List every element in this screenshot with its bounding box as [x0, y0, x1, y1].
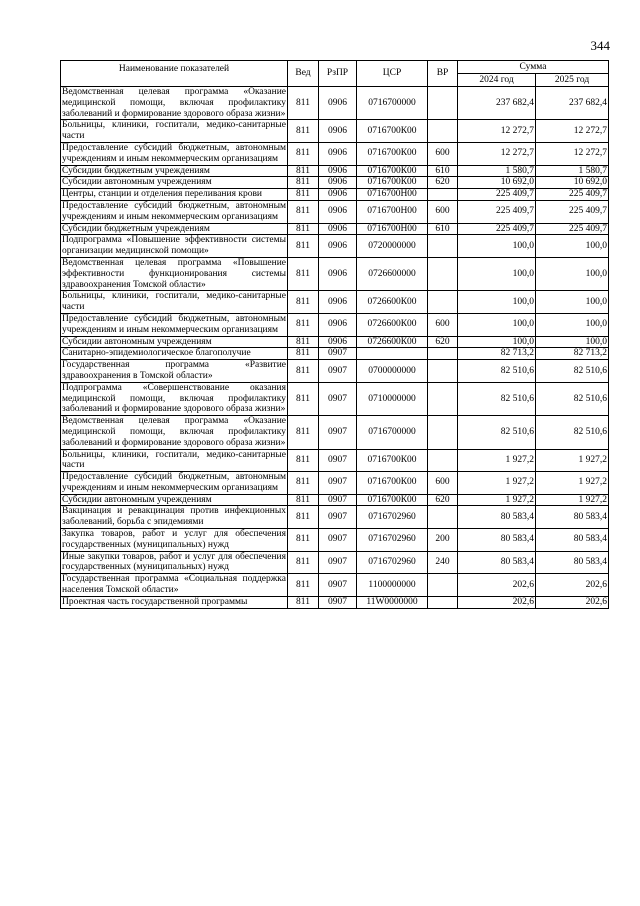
- cell-ved: 811: [288, 574, 319, 597]
- cell-sum-2024: 100,0: [458, 257, 536, 290]
- cell-rzpr: 0907: [319, 416, 357, 449]
- cell-rzpr: 0906: [319, 313, 357, 336]
- cell-sum-2024: 80 583,4: [458, 506, 536, 529]
- cell-sum-2025: 1 927,2: [536, 449, 609, 472]
- cell-sum-2024: 202,6: [458, 574, 536, 597]
- cell-vr: 610: [428, 223, 458, 235]
- cell-sum-2024: 10 692,0: [458, 177, 536, 189]
- cell-ved: 811: [288, 87, 319, 120]
- cell-name: Субсидии бюджетным учреждениям: [61, 223, 288, 235]
- table-row: [61, 382, 609, 415]
- cell-vr: [428, 449, 458, 472]
- cell-vr: 200: [428, 529, 458, 552]
- cell-csr: 0716700000: [357, 87, 428, 120]
- table-row: [61, 120, 609, 143]
- cell-sum-2024: 100,0: [458, 235, 536, 258]
- cell-csr: 0700000000: [357, 360, 428, 383]
- cell-sum-2024: 82 510,6: [458, 360, 536, 383]
- cell-name: Ведомственная целевая программа «Оказание медицинской помощи, включая профилактику заболеваний и формирование здорового образа жизни»: [62, 416, 286, 448]
- cell-vr: 620: [428, 336, 458, 348]
- cell-name: Государственная программа «Социальная поддержка населения Томской области»: [62, 574, 286, 596]
- cell-name: Предоставление субсидий бюджетным, автономным учреждениям и иным некоммерческим организациям: [62, 200, 286, 222]
- cell-sum-2025: 82 510,6: [536, 416, 609, 449]
- table-row: [61, 223, 609, 235]
- cell-ved: 811: [288, 348, 319, 360]
- cell-ved: 811: [288, 165, 319, 177]
- table-row: [61, 257, 609, 290]
- cell-vr: 600: [428, 472, 458, 495]
- cell-ved: 811: [288, 120, 319, 143]
- cell-rzpr: 0907: [319, 348, 357, 360]
- cell-sum-2024: 80 583,4: [458, 529, 536, 552]
- cell-ved: 811: [288, 472, 319, 495]
- cell-rzpr: 0906: [319, 165, 357, 177]
- header-sum: Сумма: [458, 61, 609, 74]
- cell-sum-2024: 225 409,7: [458, 223, 536, 235]
- budget-table: [60, 60, 609, 609]
- cell-rzpr: 0906: [319, 142, 357, 165]
- cell-name: Субсидии автономным учреждениям: [61, 177, 288, 189]
- cell-ved: 811: [288, 235, 319, 258]
- cell-rzpr: 0906: [319, 177, 357, 189]
- cell-sum-2025: 1 580,7: [536, 165, 609, 177]
- cell-vr: [428, 348, 458, 360]
- cell-csr: 0716700К00: [357, 120, 428, 143]
- table-row: [61, 529, 609, 552]
- cell-sum-2024: 1 927,2: [458, 472, 536, 495]
- cell-name: Предоставление субсидий бюджетным, автономным учреждениям и иным некоммерческим организациям: [62, 313, 286, 335]
- cell-rzpr: 0907: [319, 449, 357, 472]
- cell-vr: [428, 257, 458, 290]
- cell-vr: [428, 360, 458, 383]
- cell-sum-2025: 1 927,2: [536, 494, 609, 506]
- cell-ved: 811: [288, 382, 319, 415]
- cell-vr: [428, 416, 458, 449]
- cell-csr: 0716700000: [357, 416, 428, 449]
- table-row: [61, 235, 609, 258]
- table-row: [61, 472, 609, 495]
- cell-sum-2024: 237 682,4: [458, 87, 536, 120]
- cell-sum-2024: 1 580,7: [458, 165, 536, 177]
- cell-rzpr: 0906: [319, 223, 357, 235]
- table-row: [61, 177, 609, 189]
- cell-name: Иные закупки товаров, работ и услуг для обеспечения государственных (муниципальных) нужд: [62, 551, 286, 573]
- cell-vr: [428, 87, 458, 120]
- cell-ved: 811: [288, 142, 319, 165]
- cell-rzpr: 0907: [319, 596, 357, 608]
- cell-sum-2025: 80 583,4: [536, 506, 609, 529]
- cell-rzpr: 0907: [319, 551, 357, 574]
- table-row: [61, 506, 609, 529]
- table-row: [61, 551, 609, 574]
- table-row: [61, 336, 609, 348]
- cell-vr: [428, 574, 458, 597]
- cell-ved: 811: [288, 257, 319, 290]
- cell-sum-2024: 82 510,6: [458, 382, 536, 415]
- cell-csr: 0726600К00: [357, 336, 428, 348]
- cell-name: Подпрограмма «Совершенствование оказания медицинской помощи, включая профилактику заболеваний и формирование здорового образа жизни»: [62, 382, 286, 415]
- page-number: 344: [590, 38, 610, 53]
- cell-csr: 0716700К00: [357, 177, 428, 189]
- cell-vr: 600: [428, 142, 458, 165]
- cell-vr: [428, 189, 458, 201]
- cell-sum-2024: 1 927,2: [458, 494, 536, 506]
- cell-ved: 811: [288, 177, 319, 189]
- cell-rzpr: 0907: [319, 382, 357, 415]
- cell-sum-2024: 225 409,7: [458, 200, 536, 223]
- cell-name: Больницы, клиники, госпитали, медико-санитарные части: [62, 449, 286, 471]
- cell-sum-2024: 225 409,7: [458, 189, 536, 201]
- table-row: [61, 142, 609, 165]
- cell-sum-2024: 80 583,4: [458, 551, 536, 574]
- cell-sum-2024: 100,0: [458, 336, 536, 348]
- cell-vr: [428, 120, 458, 143]
- cell-name: Вакцинация и ревакцинация против инфекционных заболеваний, борьба с эпидемиями: [62, 506, 286, 528]
- cell-name: Субсидии автономным учреждениям: [61, 336, 288, 348]
- cell-sum-2024: 82 510,6: [458, 416, 536, 449]
- cell-sum-2025: 202,6: [536, 574, 609, 597]
- cell-vr: 600: [428, 313, 458, 336]
- cell-vr: [428, 382, 458, 415]
- cell-ved: 811: [288, 449, 319, 472]
- cell-sum-2025: 12 272,7: [536, 142, 609, 165]
- cell-name: Проектная часть государственной программы: [61, 596, 288, 608]
- cell-rzpr: 0907: [319, 494, 357, 506]
- cell-ved: 811: [288, 200, 319, 223]
- cell-vr: 620: [428, 494, 458, 506]
- cell-name: Санитарно-эпидемиологическое благополучие: [61, 348, 288, 360]
- header-rzpr: РзПР: [319, 61, 357, 87]
- cell-sum-2025: 100,0: [536, 313, 609, 336]
- cell-name: Ведомственная целевая программа «Повышение эффективности функционирования системы здравоохранения Томской области»: [62, 257, 286, 290]
- cell-sum-2025: 82 510,6: [536, 360, 609, 383]
- cell-rzpr: 0906: [319, 336, 357, 348]
- cell-rzpr: 0907: [319, 506, 357, 529]
- cell-csr: 0720000000: [357, 235, 428, 258]
- table-row: [61, 313, 609, 336]
- header-year-2025: 2025 год: [536, 74, 609, 87]
- cell-name: Субсидии бюджетным учреждениям: [61, 165, 288, 177]
- cell-ved: 811: [288, 416, 319, 449]
- table-row: [61, 574, 609, 597]
- cell-name: Государственная программа «Развитие здравоохранения в Томской области»: [62, 360, 286, 381]
- cell-name: Подпрограмма «Повышение эффективности системы организации медицинской помощи»: [62, 235, 286, 257]
- cell-rzpr: 0907: [319, 529, 357, 552]
- cell-ved: 811: [288, 313, 319, 336]
- cell-rzpr: 0906: [319, 120, 357, 143]
- table-row: [61, 348, 609, 360]
- cell-csr: 0726600К00: [357, 313, 428, 336]
- cell-sum-2024: 12 272,7: [458, 120, 536, 143]
- cell-csr: 0716700К00: [357, 142, 428, 165]
- cell-vr: [428, 506, 458, 529]
- cell-sum-2025: 225 409,7: [536, 223, 609, 235]
- cell-vr: [428, 596, 458, 608]
- cell-csr: 0710000000: [357, 382, 428, 415]
- cell-ved: 811: [288, 189, 319, 201]
- cell-vr: 600: [428, 200, 458, 223]
- cell-csr: 0726600000: [357, 257, 428, 290]
- cell-sum-2025: 12 272,7: [536, 120, 609, 143]
- table-row: [61, 200, 609, 223]
- cell-name: Закупка товаров, работ и услуг для обеспечения государственных (муниципальных) нужд: [62, 529, 286, 550]
- cell-vr: [428, 235, 458, 258]
- cell-csr: 0716702960: [357, 506, 428, 529]
- table-row: [61, 449, 609, 472]
- cell-ved: 811: [288, 360, 319, 383]
- cell-name: Центры, станции и отделения переливания крови: [61, 189, 288, 201]
- cell-csr: 0716700К00: [357, 494, 428, 506]
- cell-csr: 0716700Н00: [357, 200, 428, 223]
- cell-csr: 0726600К00: [357, 291, 428, 314]
- cell-sum-2024: 100,0: [458, 313, 536, 336]
- cell-csr: 0716702960: [357, 529, 428, 552]
- cell-sum-2025: 225 409,7: [536, 189, 609, 201]
- cell-vr: 240: [428, 551, 458, 574]
- cell-name: Ведомственная целевая программа «Оказание медицинской помощи, включая профилактику заболеваний и формирование здорового образа жизни»: [62, 87, 286, 119]
- cell-name: Больницы, клиники, госпитали, медико-санитарные части: [62, 120, 286, 142]
- cell-csr: 0716700К00: [357, 449, 428, 472]
- cell-csr: 0716700Н00: [357, 189, 428, 201]
- cell-sum-2025: 82 510,6: [536, 382, 609, 415]
- cell-ved: 811: [288, 529, 319, 552]
- cell-sum-2024: 82 713,2: [458, 348, 536, 360]
- cell-sum-2025: 80 583,4: [536, 529, 609, 552]
- cell-csr: 1100000000: [357, 574, 428, 597]
- cell-csr: 0716702960: [357, 551, 428, 574]
- cell-rzpr: 0906: [319, 291, 357, 314]
- cell-vr: 620: [428, 177, 458, 189]
- cell-sum-2025: 82 713,2: [536, 348, 609, 360]
- table-row: [61, 494, 609, 506]
- cell-sum-2025: 100,0: [536, 235, 609, 258]
- table-body: [61, 87, 609, 609]
- cell-csr: 0716700К00: [357, 472, 428, 495]
- header-name: Наименование показателей: [61, 61, 288, 87]
- cell-rzpr: 0906: [319, 87, 357, 120]
- cell-sum-2025: 202,6: [536, 596, 609, 608]
- cell-rzpr: 0907: [319, 574, 357, 597]
- cell-rzpr: 0906: [319, 189, 357, 201]
- cell-rzpr: 0906: [319, 200, 357, 223]
- cell-csr: 0716700Н00: [357, 223, 428, 235]
- cell-rzpr: 0907: [319, 472, 357, 495]
- cell-sum-2024: 100,0: [458, 291, 536, 314]
- cell-ved: 811: [288, 506, 319, 529]
- cell-sum-2024: 12 272,7: [458, 142, 536, 165]
- header-year-2024: 2024 год: [458, 74, 536, 87]
- cell-ved: 811: [288, 336, 319, 348]
- cell-csr: [357, 348, 428, 360]
- table-row: [61, 416, 609, 449]
- cell-sum-2025: 1 927,2: [536, 472, 609, 495]
- cell-ved: 811: [288, 494, 319, 506]
- cell-sum-2025: 225 409,7: [536, 200, 609, 223]
- cell-sum-2025: 80 583,4: [536, 551, 609, 574]
- cell-name: Больницы, клиники, госпитали, медико-санитарные части: [62, 291, 286, 313]
- cell-name: Предоставление субсидий бюджетным, автономным учреждениям и иным некоммерческим организациям: [62, 142, 286, 164]
- cell-sum-2025: 100,0: [536, 291, 609, 314]
- cell-sum-2025: 100,0: [536, 257, 609, 290]
- header-csr: ЦСР: [357, 61, 428, 87]
- table-row: [61, 291, 609, 314]
- table-row: [61, 165, 609, 177]
- table-row: [61, 87, 609, 120]
- cell-sum-2024: 202,6: [458, 596, 536, 608]
- cell-ved: 811: [288, 551, 319, 574]
- header-vr: ВР: [428, 61, 458, 87]
- header-ved: Вед: [288, 61, 319, 87]
- cell-sum-2025: 100,0: [536, 336, 609, 348]
- cell-csr: 0716700К00: [357, 165, 428, 177]
- cell-vr: [428, 291, 458, 314]
- cell-rzpr: 0906: [319, 235, 357, 258]
- cell-ved: 811: [288, 223, 319, 235]
- cell-sum-2024: 1 927,2: [458, 449, 536, 472]
- cell-ved: 811: [288, 291, 319, 314]
- cell-rzpr: 0907: [319, 360, 357, 383]
- cell-rzpr: 0906: [319, 257, 357, 290]
- table-row: [61, 596, 609, 608]
- table-row: [61, 189, 609, 201]
- cell-sum-2025: 237 682,4: [536, 87, 609, 120]
- cell-ved: 811: [288, 596, 319, 608]
- cell-name: Субсидии автономным учреждениям: [61, 494, 288, 506]
- cell-name: Предоставление субсидий бюджетным, автономным учреждениям и иным некоммерческим организациям: [62, 472, 286, 493]
- cell-csr: 11W0000000: [357, 596, 428, 608]
- table-row: [61, 360, 609, 383]
- cell-vr: 610: [428, 165, 458, 177]
- cell-sum-2025: 10 692,0: [536, 177, 609, 189]
